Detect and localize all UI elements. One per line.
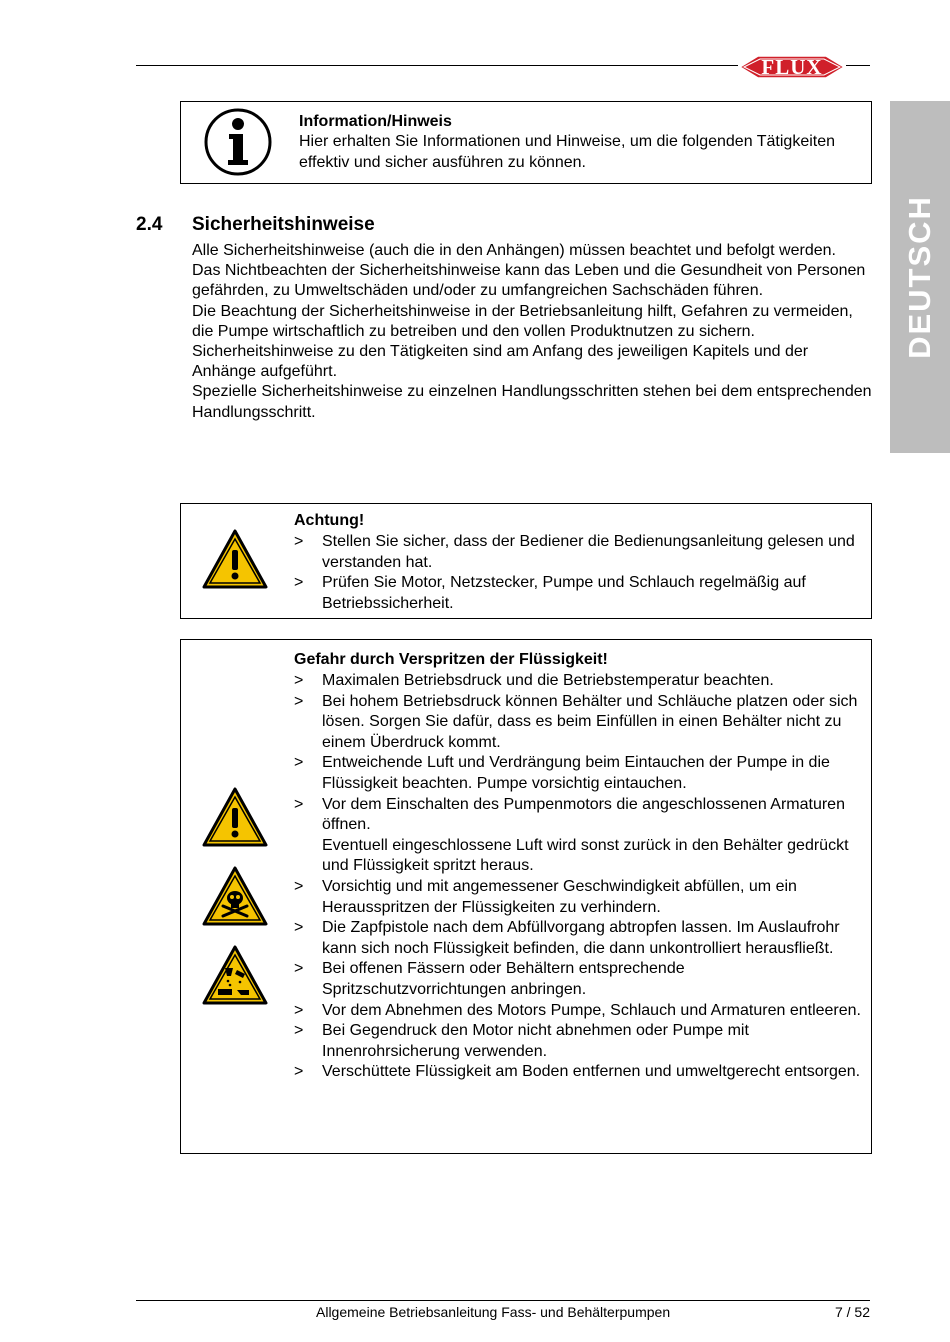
section-paragraph: Alle Sicherheitshinweise (auch die in den Anhängen) müssen beachtet und befolgt werden. [192, 242, 836, 259]
corrosive-icon [201, 944, 269, 1011]
danger-box [180, 639, 872, 1154]
section-paragraph: Sicherheitshinweise zu den Tätigkeiten sind am Anfang des jeweiligen Kapitels und der Anhänge aufgeführt. [192, 343, 809, 381]
section-paragraph: Die Beachtung der Sicherheitshinweise in der Betriebsanleitung hilft, Gefahren zu vermeiden, die Pumpe wirtschaftlich zu betreiben und den vollen Produktnutzen zu sichern. [192, 302, 853, 340]
footer-title: Allgemeine Betriebsanleitung Fass- und Behälterpumpen [316, 1304, 671, 1320]
danger-box-title: Gefahr durch Verspritzen der Flüssigkeit! [294, 651, 608, 668]
list-item-note: Eventuell eingeschlossene Luft wird sonst zurück in den Behälter gedrückt und Flüssigkeit spritzt heraus. [322, 836, 849, 875]
list-item: > Bei hohem Betriebsdruck können Behälter und Schläuche platzen oder sich lösen. Sorgen Sie dafür, dass es beim Einfüllen in einen Behälter nicht zu einem Überdruck kommt. [294, 692, 868, 754]
logo-text: FLUX [761, 55, 823, 79]
flux-logo [738, 50, 846, 84]
warning-triangle-icon [201, 786, 269, 853]
list-item: > Stellen Sie sicher, dass der Bediener die Bedienungsanleitung gelesen und verstanden hat. [294, 532, 864, 573]
list-item [294, 795, 868, 877]
section-paragraph: Das Nichtbeachten der Sicherheitshinweise kann das Leben und die Gesundheit von Personen gefährden, zu Umweltschäden und/oder zu umfangreichen Sachschäden führen. [192, 262, 866, 300]
language-tab [890, 101, 950, 453]
list-item-text: Vor dem Einschalten des Pumpenmotors die angeschlossenen Armaturen öffnen. [322, 795, 845, 834]
list-item: > Die Zapfpistole nach dem Abfüllvorgang abtropfen lassen. Im Auslaufrohr kann sich noch Flüssigkeit befinden, die dann unkontrolliert herausfließt. [294, 918, 868, 959]
page-number: 7 / 52 [834, 1304, 870, 1320]
list-item: > Entweichende Luft und Verdrängung beim Eintauchen der Pumpe in die Flüssigkeit beachten. Pumpe vorsichtig eintauchen. [294, 753, 868, 794]
caution-box-title: Achtung! [294, 512, 365, 529]
list-item: > Vorsichtig und mit angemessener Geschwindigkeit abfüllen, um ein Herausspritzen der Flüssigkeiten zu verhindern. [294, 877, 868, 918]
list-item: > Prüfen Sie Motor, Netzstecker, Pumpe und Schlauch regelmäßig auf Betriebssicherheit. [294, 573, 864, 614]
info-icon [203, 107, 273, 182]
list-item: > Vor dem Abnehmen des Motors Pumpe, Schlauch und Armaturen entleeren. [294, 1001, 868, 1022]
language-tab-label: DEUTSCH [902, 195, 937, 359]
toxic-skull-icon [201, 865, 269, 932]
warning-triangle-icon [201, 528, 269, 595]
footer-rule [136, 1300, 870, 1301]
list-item: > Bei offenen Fässern oder Behältern entsprechende Spritzschutzvorrichtungen anbringen. [294, 959, 868, 1000]
list-item: > Bei Gegendruck den Motor nicht abnehmen oder Pumpe mit Innenrohrsicherung verwenden. [294, 1021, 868, 1062]
list-item: > Verschüttete Flüssigkeit am Boden entfernen und umweltgerecht entsorgen. [294, 1062, 868, 1083]
danger-list [294, 671, 868, 1083]
section-title: Sicherheitshinweise [192, 214, 375, 235]
info-box [180, 101, 872, 184]
section-number: 2.4 [136, 214, 163, 235]
caution-box [180, 503, 872, 619]
section-body [192, 241, 872, 423]
info-box-text: Hier erhalten Sie Informationen und Hinweise, um die folgenden Tätigkeiten effektiv und sicher ausführen zu können. [299, 133, 836, 171]
caution-list [294, 532, 864, 614]
section-paragraph: Spezielle Sicherheitshinweise zu einzelnen Handlungsschritten stehen bei dem entsprechenden Handlungsschritt. [192, 383, 872, 421]
list-item: > Maximalen Betriebsdruck und die Betriebstemperatur beachten. [294, 671, 868, 692]
info-box-title: Information/Hinweis [299, 113, 452, 130]
